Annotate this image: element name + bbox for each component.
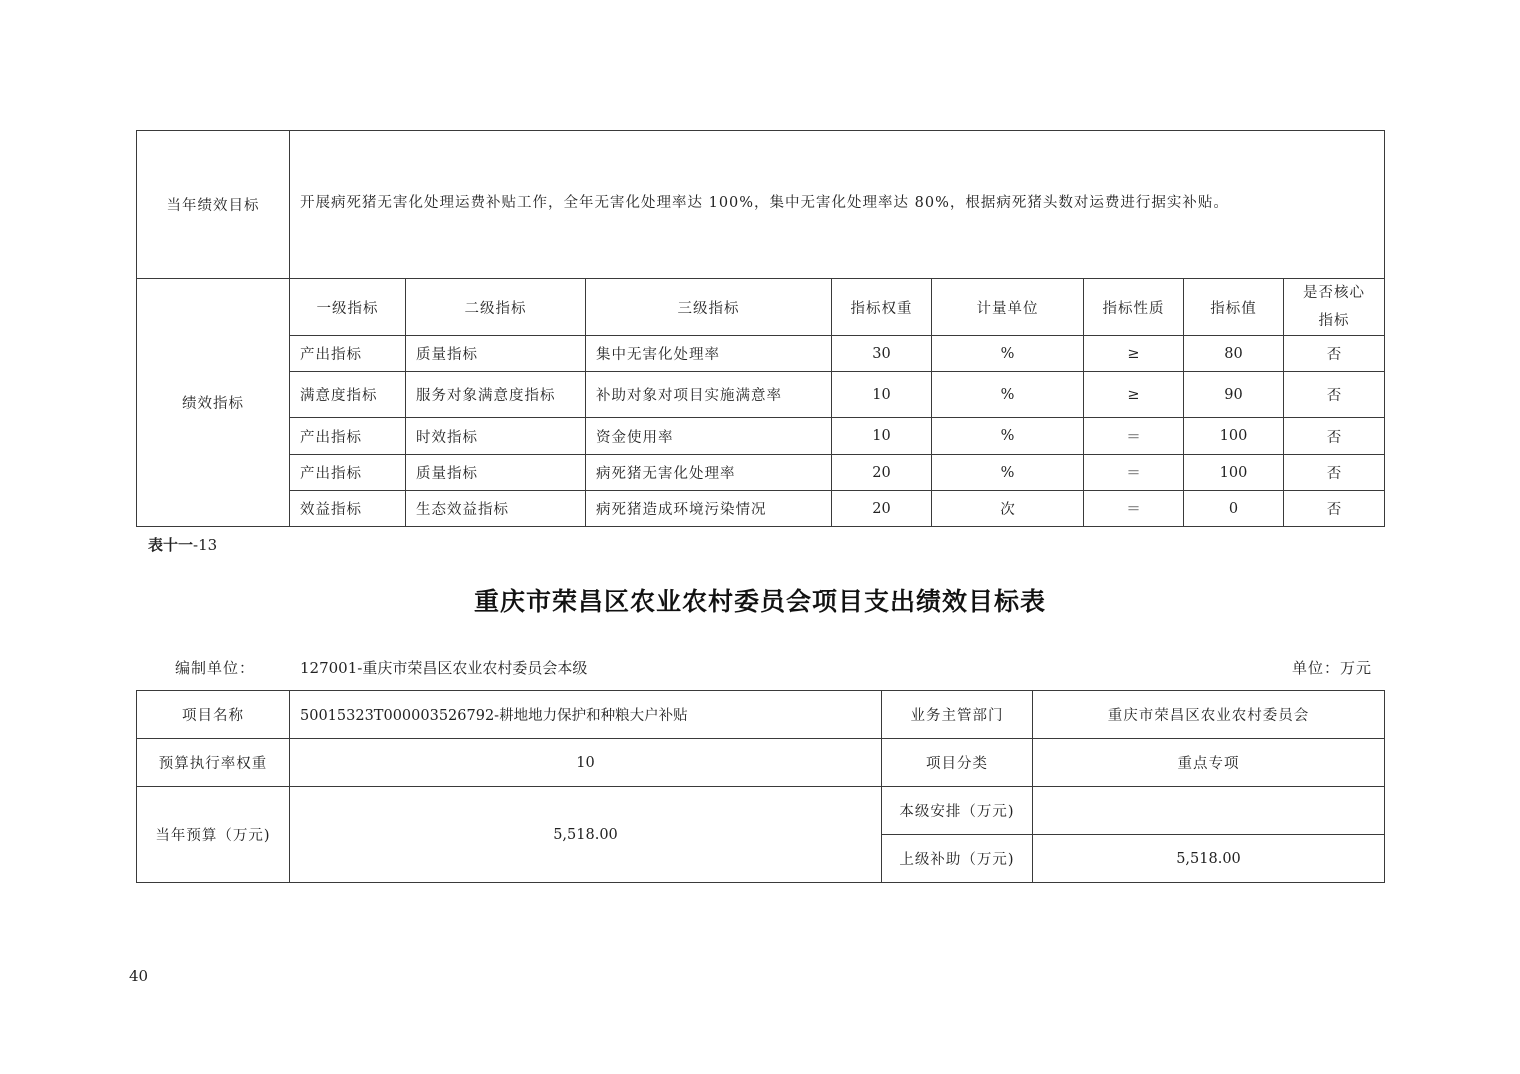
- cell-unit: %: [932, 372, 1084, 418]
- cell-value: 90: [1184, 372, 1284, 418]
- header-weight: 指标权重: [832, 279, 932, 336]
- cell-core: 否: [1284, 372, 1385, 418]
- table-row: [137, 455, 1385, 491]
- cell-weight: 20: [832, 455, 932, 491]
- cell-core: 否: [1284, 418, 1385, 455]
- cell-weight: 10: [832, 372, 932, 418]
- header-level1: 一级指标: [290, 279, 406, 336]
- category-label: 项目分类: [882, 739, 1033, 787]
- header-core-line1: 是否核心: [1303, 285, 1366, 301]
- dept-value: 重庆市荣昌区农业农村委员会: [1033, 691, 1385, 739]
- exec-weight-label: 预算执行率权重: [137, 739, 290, 787]
- header-value: 指标值: [1184, 279, 1284, 336]
- local-label: 本级安排（万元): [882, 787, 1033, 835]
- cell-unit: 次: [932, 491, 1084, 527]
- table-row: [137, 491, 1385, 527]
- header-core-line2: 指标: [1318, 313, 1350, 329]
- table-number: [148, 534, 217, 555]
- budget-value: 5,518.00: [290, 787, 882, 883]
- cell-weight: 10: [832, 418, 932, 455]
- cell-level3: 资金使用率: [586, 418, 832, 455]
- cell-value: 0: [1184, 491, 1284, 527]
- table-number-suffix: -13: [193, 536, 218, 554]
- cell-value: 100: [1184, 418, 1284, 455]
- cell-weight: 30: [832, 336, 932, 372]
- cell-nature: ＝: [1084, 455, 1184, 491]
- cell-level2: 服务对象满意度指标: [406, 372, 586, 418]
- cell-nature: ≥: [1084, 372, 1184, 418]
- project-info-table: [136, 690, 1385, 883]
- cell-level3: 集中无害化处理率: [586, 336, 832, 372]
- cell-weight: 20: [832, 491, 932, 527]
- cell-unit: %: [932, 336, 1084, 372]
- page-number: 40: [129, 967, 149, 985]
- cell-nature: ≥: [1084, 336, 1184, 372]
- cell-level3: 补助对象对项目实施满意率: [586, 372, 832, 418]
- exec-weight-value: 10: [290, 739, 882, 787]
- table-number-prefix: 表十一: [148, 536, 194, 554]
- cell-nature: ＝: [1084, 491, 1184, 527]
- table-row: [137, 336, 1385, 372]
- upper-value: 5,518.00: [1033, 835, 1385, 883]
- project-name-label: 项目名称: [137, 691, 290, 739]
- cell-level3: 病死猪无害化处理率: [586, 455, 832, 491]
- header-level3: 三级指标: [586, 279, 832, 336]
- table-row: [137, 418, 1385, 455]
- cell-level1: 满意度指标: [290, 372, 406, 418]
- money-unit: 单位：万元: [1291, 659, 1372, 677]
- local-value: [1033, 787, 1385, 835]
- upper-label: 上级补助（万元): [882, 835, 1033, 883]
- cell-level2: 生态效益指标: [406, 491, 586, 527]
- header-unit: 计量单位: [932, 279, 1084, 336]
- table-row: [137, 372, 1385, 418]
- header-level2: 二级指标: [406, 279, 586, 336]
- page-title: 重庆市荣昌区农业农村委员会项目支出绩效目标表: [473, 587, 1046, 616]
- cell-unit: %: [932, 418, 1084, 455]
- cell-core: 否: [1284, 491, 1385, 527]
- cell-level1: 产出指标: [290, 418, 406, 455]
- compile-unit-value: 127001-重庆市荣昌区农业农村委员会本级: [300, 659, 588, 677]
- cell-value: 100: [1184, 455, 1284, 491]
- project-name-value: 50015323T000003526792-耕地地力保护和种粮大户补贴: [290, 691, 882, 739]
- cell-level1: 产出指标: [290, 455, 406, 491]
- cell-level2: 质量指标: [406, 455, 586, 491]
- cell-level3: 病死猪造成环境污染情况: [586, 491, 832, 527]
- indicators-label: 绩效指标: [137, 279, 290, 527]
- category-value: 重点专项: [1033, 739, 1385, 787]
- cell-value: 80: [1184, 336, 1284, 372]
- header-nature: 指标性质: [1084, 279, 1184, 336]
- cell-core: 否: [1284, 455, 1385, 491]
- cell-level2: 质量指标: [406, 336, 586, 372]
- cell-nature: ＝: [1084, 418, 1184, 455]
- budget-label: 当年预算（万元): [137, 787, 290, 883]
- dept-label: 业务主管部门: [882, 691, 1033, 739]
- cell-level2: 时效指标: [406, 418, 586, 455]
- goal-label: 当年绩效目标: [137, 131, 290, 279]
- cell-level1: 效益指标: [290, 491, 406, 527]
- header-core: [1284, 279, 1385, 336]
- compile-unit-label: 编制单位：: [175, 659, 256, 677]
- performance-indicators-table: [136, 130, 1385, 527]
- cell-level1: 产出指标: [290, 336, 406, 372]
- cell-core: 否: [1284, 336, 1385, 372]
- goal-text: 开展病死猪无害化处理运费补贴工作，全年无害化处理率达 100%，集中无害化处理率达 80%，根据病死猪头数对运费进行据实补贴。: [290, 131, 1385, 279]
- cell-unit: %: [932, 455, 1084, 491]
